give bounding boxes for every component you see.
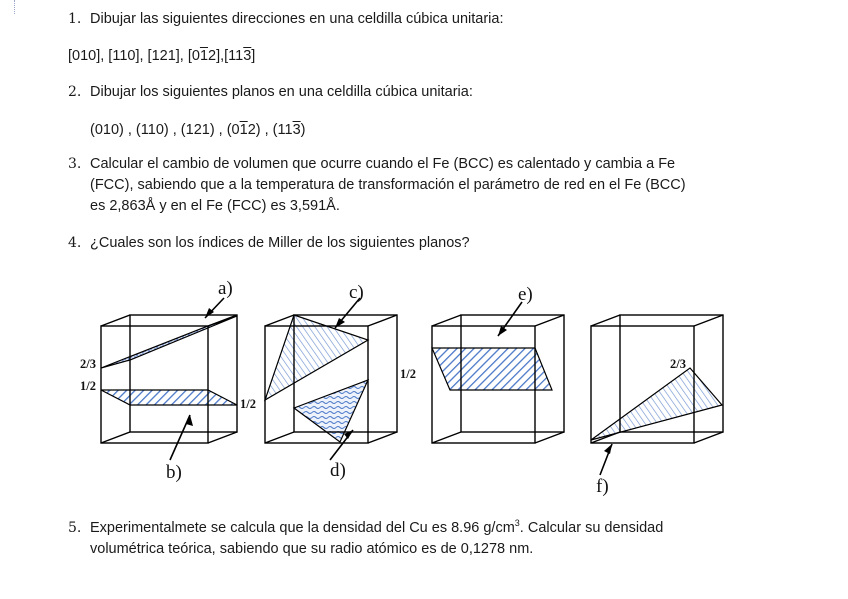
question-3-line-3: es 2,863Å y en el Fe (FCC) es 3,591Å. [90,198,340,214]
q1-part-a: [010], [110], [121], [0 [68,48,200,64]
fraction-f-top: 2/3 [670,357,686,371]
question-4 [68,233,740,254]
question-3 [68,154,740,217]
question-5 [68,518,740,560]
label-d: d) [330,460,346,481]
fraction-e-side: 1/2 [400,367,416,381]
q2-part-a: (010) , (110) , (121) , (0 [90,122,240,138]
question-3-line-2: (FCC), sabiendo que a la temperatura de transformación el parámetro de red en el Fe (BCC) [90,177,686,193]
q2-part-c: ) [300,122,306,138]
question-3-line-1: Calcular el cambio de volumen que ocurre cuando el Fe (BCC) es calentado y cambia a Fe [90,156,676,172]
dotted-margin-mark [14,0,15,14]
question-3-number: 3. [68,156,82,172]
question-5-number: 5. [68,520,82,536]
question-2-text: Dibujar los siguientes planos en una celdilla cúbica unitaria: [90,84,473,100]
q5-line1-text: Experimentalmete se calcula que la densidad del Cu es 8.96 g/cm [90,520,515,536]
question-4-text: ¿Cuales son los índices de Miller de los siguientes planos? [90,235,470,251]
cube-f [591,315,723,443]
q2-bar-digit-1: 1 [239,122,248,138]
fraction-cd-side: 1/2 [240,397,256,411]
q1-part-b: 2],[11 [208,48,244,64]
q5-exponent: 3 [514,518,520,529]
question-1 [68,9,740,30]
plane-d [294,380,368,442]
cube-cd [265,315,397,443]
q1-bar-digit-1: 1 [199,48,209,64]
question-1-number: 1. [68,11,82,27]
label-f: f) [596,476,609,497]
miller-planes-figure [0,270,848,500]
question-2-number: 2. [68,84,82,100]
question-2-planes [90,120,305,140]
cube-ab [101,315,237,443]
q2-part-b: 2) , (11 [247,122,293,138]
plane-b [101,390,237,405]
question-4-number: 4. [68,235,82,251]
q5-line1-end: . Calcular su densidad [519,520,664,536]
plane-e [432,348,552,390]
question-5-line-2: volumétrica teórica, sabiendo que su radio atómico es de 0,1278 nm. [90,541,534,557]
cube-e [432,315,564,443]
q1-part-c: ] [251,48,256,64]
label-a: a) [218,278,233,299]
label-e: e) [518,284,533,305]
q2-bar-digit-2: 3 [292,122,301,138]
question-1-directions [68,46,255,66]
label-c: c) [349,282,364,303]
question-1-text: Dibujar las siguientes direcciones en una celdilla cúbica unitaria: [90,11,504,27]
q1-bar-digit-2: 3 [243,48,252,64]
fraction-a-lower: 1/2 [80,379,96,393]
plane-f [591,368,722,440]
fraction-a-upper: 2/3 [80,357,96,371]
label-b: b) [166,462,182,483]
plane-a [101,316,237,368]
question-2 [68,82,740,103]
question-5-line-1 [90,518,740,539]
